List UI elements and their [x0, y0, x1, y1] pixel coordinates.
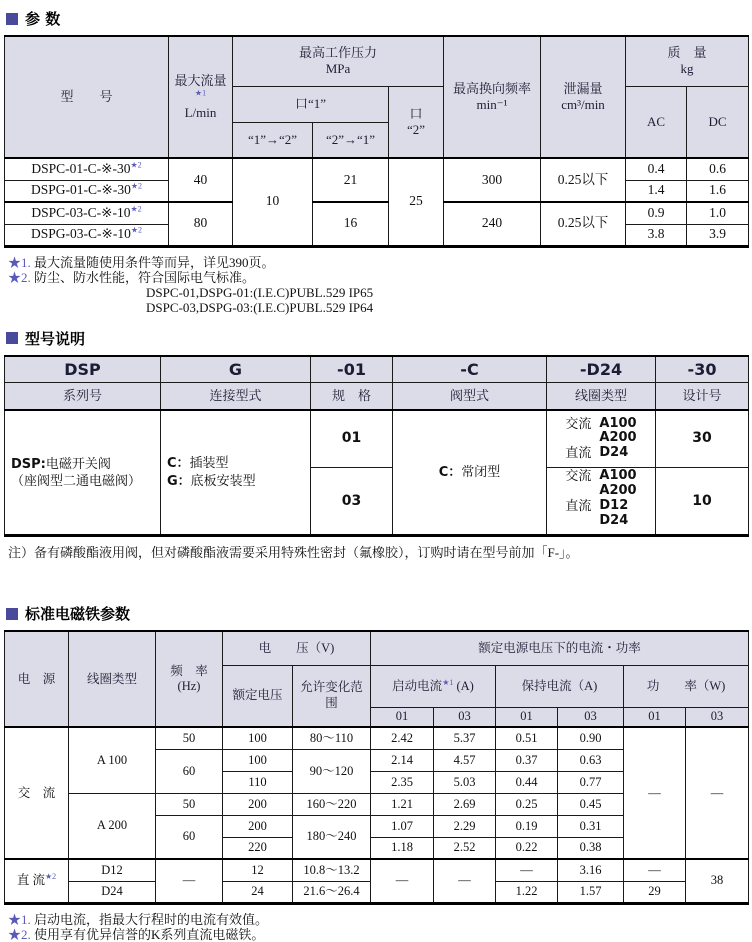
- cell-model: DSPC-$03-C-※-10^{★2}$: [5, 202, 169, 224]
- cell-i03: 5.37: [434, 727, 496, 749]
- cell-range: 10.8～13.2: [293, 859, 371, 881]
- section-title: 参 数: [25, 10, 61, 28]
- cell-w01: 29: [624, 881, 686, 903]
- col-port2: 口 “2”: [389, 86, 444, 158]
- cell-h03: 0.77: [558, 771, 624, 793]
- cell-freq: 50: [156, 793, 223, 815]
- cell-freq: 60: [156, 815, 223, 859]
- section-heading-model-code: [6, 328, 748, 349]
- section-title: 型号说明: [25, 329, 86, 348]
- cell-i03: —: [434, 859, 496, 903]
- code-segment: G: [161, 356, 311, 383]
- cell-coil-types: 交流 A100 A200 直流 D24: [547, 410, 656, 468]
- section-title: 标准电磁铁参数: [25, 605, 131, 624]
- cell-volt: 110: [223, 771, 293, 793]
- cell-frequency: 300: [444, 158, 541, 202]
- cell-model: DSPC-$01-C-※-30^{★2}$: [5, 158, 169, 180]
- cell-flow: 40: [169, 158, 233, 202]
- col-rated-voltage: 额定电压: [223, 665, 293, 727]
- cell-size: 01: [311, 410, 393, 468]
- cell-h01: 0.22: [496, 837, 558, 859]
- footnote-line: DSPC-01,DSPG-01:(I.E.C)PUBL.529 IP65: [146, 285, 374, 301]
- code-segment: -D24: [547, 356, 656, 383]
- cell-i01: 1.21: [371, 793, 434, 815]
- code-segment: -30: [656, 356, 749, 383]
- cell-pressure-21: 16: [313, 202, 389, 246]
- col-max-flow: 最大流量$^{★1}$ L/min: [169, 36, 233, 158]
- cell-pressure-12: 10: [233, 158, 313, 246]
- col-holding-current: 保持电流（A): [496, 665, 624, 707]
- code-segment: -C: [393, 356, 547, 383]
- cell-coil: A 100: [69, 727, 156, 793]
- cell-h01: —: [496, 859, 558, 881]
- col-coil-type: 线圈类型: [69, 631, 156, 727]
- cell-h01: 0.44: [496, 771, 558, 793]
- col-size-03: 03: [558, 707, 624, 727]
- cell-i01: 2.35: [371, 771, 434, 793]
- table-row: [5, 202, 749, 224]
- cell-model: DSPG-$01-C-※-30^{★2}$: [5, 180, 169, 202]
- cell-i03: 2.52: [434, 837, 496, 859]
- cell-volt: 12: [223, 859, 293, 881]
- model-code-note: 注）备有磷酸酯液用阀，但对磷酸酯液需要采用特殊性密封（氟橡胶），订购时请在型号前加「F-」。: [8, 545, 579, 561]
- col-size-01: 01: [371, 707, 434, 727]
- footnote-line: ★1. 最大流量随使用条件等而异，详见390页。: [8, 254, 275, 270]
- col-size-01: 01: [624, 707, 686, 727]
- section-bullet-icon: [6, 608, 18, 620]
- cell-range: 21.6～26.4: [293, 881, 371, 903]
- cell-volt: 200: [223, 815, 293, 837]
- cell-mass-ac: 3.8: [626, 224, 687, 246]
- col-leakage: 泄漏量 cm³/min: [541, 36, 626, 158]
- cell-leakage: 0.25以下: [541, 202, 626, 246]
- cell-h03: 0.45: [558, 793, 624, 815]
- cell-frequency: 240: [444, 202, 541, 246]
- cell-power-dc: 直 流$^{★2}$: [5, 859, 69, 903]
- col-frequency: 频 率 (Hz): [156, 631, 223, 727]
- cell-h01: 1.22: [496, 881, 558, 903]
- cell-valve-type: C：常闭型: [393, 410, 547, 536]
- cell-volt: 200: [223, 793, 293, 815]
- cell-leakage: 0.25以下: [541, 158, 626, 202]
- cell-mass-dc: 1.6: [687, 180, 749, 202]
- cell-mass-ac: 0.4: [626, 158, 687, 180]
- cell-mass-dc: 3.9: [687, 224, 749, 246]
- cell-coil: A 200: [69, 793, 156, 859]
- col-model: 型 号: [5, 36, 169, 158]
- col-current-power: 额定电源电压下的电流・功率: [371, 631, 749, 665]
- code-segment-label: 连接型式: [161, 383, 311, 410]
- section-bullet-icon: [6, 13, 18, 25]
- col-mass: 质 量 kg: [626, 36, 749, 86]
- cell-freq: —: [156, 859, 223, 903]
- cell-h03: 0.63: [558, 749, 624, 771]
- col-size-01: 01: [496, 707, 558, 727]
- parameters-table: [4, 35, 749, 248]
- cell-h01: 0.19: [496, 815, 558, 837]
- section-heading-solenoid: [6, 603, 748, 624]
- cell-i01: 2.42: [371, 727, 434, 749]
- footnote-marker: ★2: [130, 204, 142, 214]
- cell-i01: 1.07: [371, 815, 434, 837]
- solenoid-footnotes: [8, 912, 748, 942]
- cell-range: 90～120: [293, 749, 371, 793]
- cell-i03: 4.57: [434, 749, 496, 771]
- cell-w03: 38: [686, 859, 749, 903]
- col-size-03: 03: [434, 707, 496, 727]
- cell-freq: 60: [156, 749, 223, 793]
- cell-flow: 80: [169, 202, 233, 246]
- footnote-marker: ★1.: [8, 254, 31, 270]
- table-row: [5, 410, 749, 468]
- code-segment-label: 阀型式: [393, 383, 547, 410]
- section-heading-parameters: [6, 8, 748, 29]
- cell-design-number: 30: [656, 410, 749, 468]
- solenoid-table: [4, 630, 749, 905]
- cell-h03: 0.38: [558, 837, 624, 859]
- cell-i01: 1.18: [371, 837, 434, 859]
- footnote-marker: ★2.: [8, 927, 31, 942]
- cell-port2: 25: [389, 158, 444, 246]
- model-code-table: [4, 355, 749, 538]
- cell-coil: D24: [69, 881, 156, 903]
- footnote-marker: ★2: [130, 225, 142, 235]
- cell-design-number: 10: [656, 468, 749, 536]
- col-wattage: 功 率（W): [624, 665, 749, 707]
- footnote-marker: ★2: [44, 872, 57, 882]
- col-power-source: 电 源: [5, 631, 69, 727]
- cell-volt: 24: [223, 881, 293, 903]
- code-segment: -01: [311, 356, 393, 383]
- code-segment-label: 系列号: [5, 383, 161, 410]
- section-bullet-icon: [6, 332, 18, 344]
- cell-range: 80～110: [293, 727, 371, 749]
- col-max-pressure: 最高工作压力 MPa: [233, 36, 444, 86]
- cell-i03: 2.69: [434, 793, 496, 815]
- cell-i03: 5.03: [434, 771, 496, 793]
- cell-h01: 0.25: [496, 793, 558, 815]
- footnote-marker: ★1: [194, 88, 207, 98]
- table-row: [5, 859, 749, 881]
- code-segment-label: 线圈类型: [547, 383, 656, 410]
- cell-mass-dc: 0.6: [687, 158, 749, 180]
- cell-h03: 1.57: [558, 881, 624, 903]
- footnote-marker: ★2: [130, 181, 142, 191]
- col-voltage-range: 允许变化范围: [293, 665, 371, 727]
- footnote-line: ★1. 启动电流，指最大行程时的电流有效值。: [8, 911, 269, 927]
- cell-model: DSPG-$03-C-※-10^{★2}$: [5, 224, 169, 246]
- cell-power-ac: 交 流: [5, 727, 69, 859]
- cell-i03: 2.29: [434, 815, 496, 837]
- table-row: [5, 727, 749, 749]
- cell-mass-dc: 1.0: [687, 202, 749, 224]
- code-segment-label: 规 格: [311, 383, 393, 410]
- col-mass-dc: DC: [687, 86, 749, 158]
- cell-h01: 0.51: [496, 727, 558, 749]
- cell-pressure-21: 21: [313, 158, 389, 202]
- cell-mass-ac: 0.9: [626, 202, 687, 224]
- cell-range: 160～220: [293, 793, 371, 815]
- footnote-marker: ★2.: [8, 269, 31, 285]
- col-port1: 口“1”: [233, 86, 389, 122]
- cell-h01: 0.37: [496, 749, 558, 771]
- col-voltage: 电 压（V): [223, 631, 371, 665]
- cell-series-desc: DSP:电磁开关阀 （座阀型二通电磁阀）: [5, 410, 161, 536]
- cell-w03: —: [686, 727, 749, 859]
- footnote-line: ★2. 防尘、防水性能，符合国际电气标准。: [8, 269, 256, 285]
- col-switch-frequency: 最高换向频率 min⁻¹: [444, 36, 541, 158]
- table-row: [5, 158, 749, 180]
- cell-i01: 2.14: [371, 749, 434, 771]
- cell-w01: —: [624, 859, 686, 881]
- cell-coil-types: 交流 A100 A200 直流 D12 D24: [547, 468, 656, 536]
- cell-coil: D12: [69, 859, 156, 881]
- cell-range: 180～240: [293, 815, 371, 859]
- parameters-footnotes: [8, 255, 748, 316]
- cell-h03: 0.90: [558, 727, 624, 749]
- footnote-marker: ★2: [130, 160, 142, 170]
- cell-freq: 50: [156, 727, 223, 749]
- cell-mass-ac: 1.4: [626, 180, 687, 202]
- cell-size: 03: [311, 468, 393, 536]
- cell-volt: 100: [223, 749, 293, 771]
- col-port1-rev: “2”→“1”: [313, 122, 389, 158]
- cell-h03: 0.31: [558, 815, 624, 837]
- footnote-line: DSPC-03,DSPG-03:(I.E.C)PUBL.529 IP64: [146, 300, 374, 316]
- spacer: [4, 561, 748, 601]
- cell-volt: 100: [223, 727, 293, 749]
- cell-w01: —: [624, 727, 686, 859]
- cell-i01: —: [371, 859, 434, 903]
- footnote-marker: ★1: [442, 677, 454, 687]
- col-size-03: 03: [686, 707, 749, 727]
- code-segment-label: 设计号: [656, 383, 749, 410]
- footnote-line: ★2. 使用享有优异信誉的K系列直流电磁铁。: [8, 927, 265, 942]
- cell-h03: 3.16: [558, 859, 624, 881]
- cell-volt: 220: [223, 837, 293, 859]
- col-inrush-current: 启动电流$^{★1}$ (A): [371, 665, 496, 707]
- col-port1-fwd: “1”→“2”: [233, 122, 313, 158]
- col-mass-ac: AC: [626, 86, 687, 158]
- code-segment: DSP: [5, 356, 161, 383]
- footnote-marker: ★1.: [8, 911, 31, 927]
- cell-connection-desc: C：插装型 G：底板安装型: [161, 410, 311, 536]
